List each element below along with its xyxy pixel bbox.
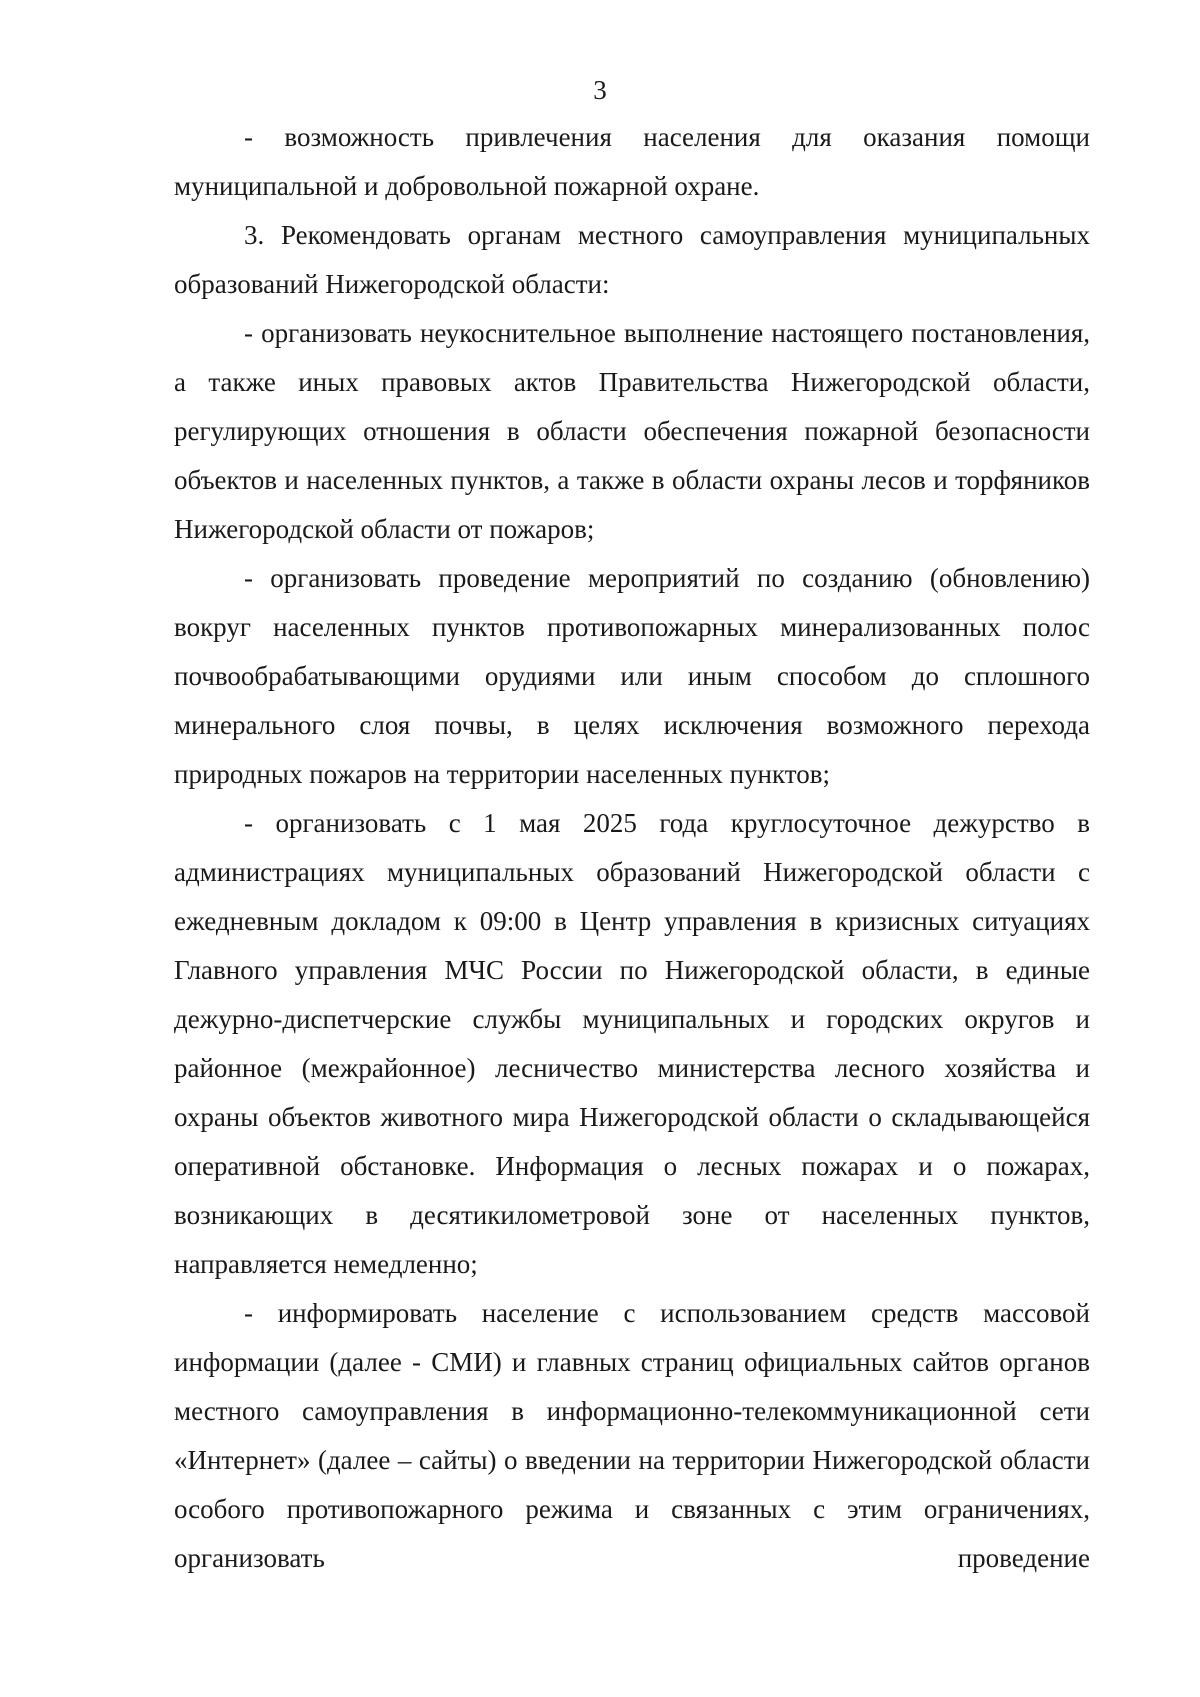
page-number: 3 xyxy=(593,75,607,105)
paragraph-round-the-clock-duty: - организовать с 1 мая 2025 года круглосуточное дежурство в администрациях муниципальных образований Нижегородской области с ежедневным докладом к 09:00 в Центр управления в кризисных ситуациях Главного управления МЧС России по Нижегородской области, в единые дежурно-диспетчерские службы муниципальных и городских округов и районное (межрайонное) лесничество министерства лесного хозяйства и охраны объектов животного мира Нижегородской области о складывающейся оперативной обстановке. Информация о лесных пожарах и о пожарах, возникающих в десятикилометровой зоне от населенных пунктов, направляется немедленно; xyxy=(174,808,1090,1279)
paragraph-inform-population: - информировать население с использованием средств массовой информации (далее - СМИ) и главных страниц официальных сайтов органов местного самоуправления в информационно-телекоммуникационной сети «Интернет» (далее – сайты) о введении на территории Нижегородской области особого противопожарного режима и связанных с этим ограничениях, организовать проведение xyxy=(174,1298,1090,1573)
paragraph-volunteer-assistance: - возможность привлечения населения для оказания помощи муниципальной и добровольной пожарной охране. xyxy=(174,122,1090,201)
paragraph-mineralized-strips: - организовать проведение мероприятий по созданию (обновлению) вокруг населенных пунктов противопожарных минерализованных полос почвообрабатывающими орудиями или иным способом до сплошного минерального слоя почвы, в целях исключения возможного перехода природных пожаров на территории населенных пунктов; xyxy=(174,563,1090,789)
document-body xyxy=(174,113,1090,1583)
paragraph-recommendation-header: 3. Рекомендовать органам местного самоуправления муниципальных образований Нижегородской области: xyxy=(174,220,1090,299)
paragraph-organize-execution: - организовать неукоснительное выполнение настоящего постановления, а также иных правовых актов Правительства Нижегородской области, регулирующих отношения в области обеспечения пожарной безопасности объектов и населенных пунктов, а также в области охраны лесов и торфяников Нижегородской области от пожаров; xyxy=(174,318,1090,544)
